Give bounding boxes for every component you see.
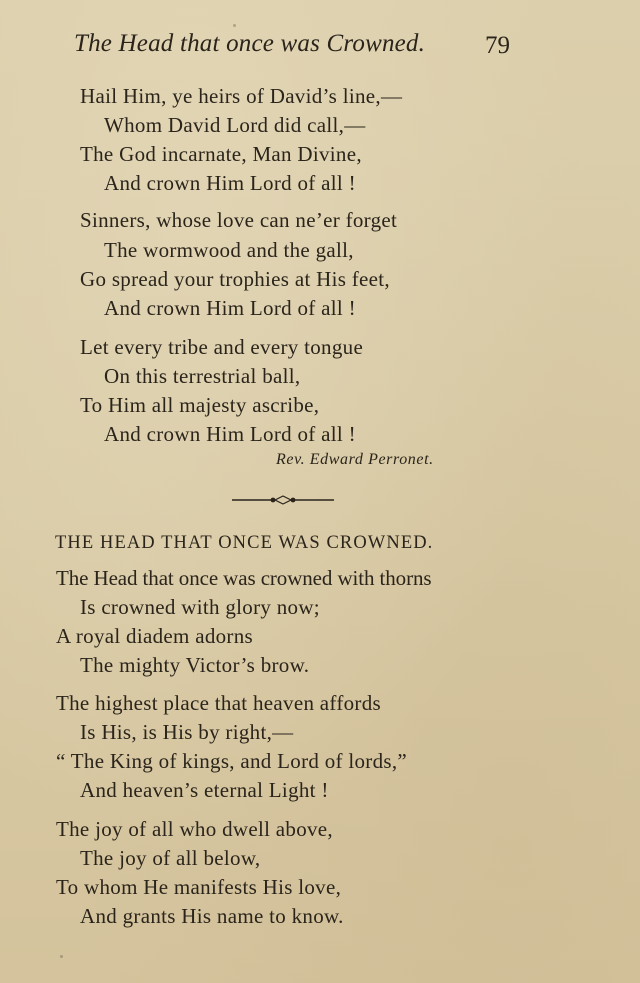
verse-line: The joy of all who dwell above, [56,817,333,841]
verse-line: And heaven’s eternal Light ! [80,778,329,802]
verse-line: On this terrestrial ball, [104,364,301,388]
verse-line: Is His, is His by right,— [80,720,294,744]
verse-line: Is crowned with glory now; [80,595,320,619]
verse-line: To whom He manifests His love, [56,875,342,899]
poem-title: THE HEAD THAT ONCE WAS CROWNED. [55,533,434,553]
section-divider-ornament [232,493,334,505]
author-attribution: Rev. Edward Perronet. [276,451,434,468]
paper-speck [60,955,63,958]
verse-line: And crown Him Lord of all ! [104,422,356,446]
verse-line: And grants His name to know. [80,904,344,928]
verse-line: Let every tribe and every tongue [80,335,364,359]
verse-line: To Him all majesty ascribe, [80,393,320,417]
page-number: 79 [485,32,510,59]
verse-line: The wormwood and the gall, [104,238,354,262]
verse-line: The highest place that heaven affords [56,691,382,715]
fleuron-rule-icon [232,494,334,506]
running-head [74,30,514,70]
verse-line: And crown Him Lord of all ! [104,171,356,195]
verse-line: Go spread your trophies at His feet, [80,267,390,291]
verse-line: The Head that once was crowned with thorns [56,566,432,590]
paper-speck [233,24,236,27]
verse-line: The mighty Victor’s brow. [80,653,310,677]
verse-line: The God incarnate, Man Divine, [80,142,362,166]
verse-line: The joy of all below, [80,846,261,870]
verse-line: A royal diadem adorns [56,624,254,648]
verse-line: Hail Him, ye heirs of David’s line,— [80,84,403,108]
verse-line: Whom David Lord did call,— [104,113,366,137]
verse-line: And crown Him Lord of all ! [104,296,356,320]
verse-line: Sinners, whose love can ne’er forget [80,208,398,232]
running-title: The Head that once was Crowned. [74,30,426,57]
verse-line: “ The King of kings, and Lord of lords,” [56,749,408,773]
